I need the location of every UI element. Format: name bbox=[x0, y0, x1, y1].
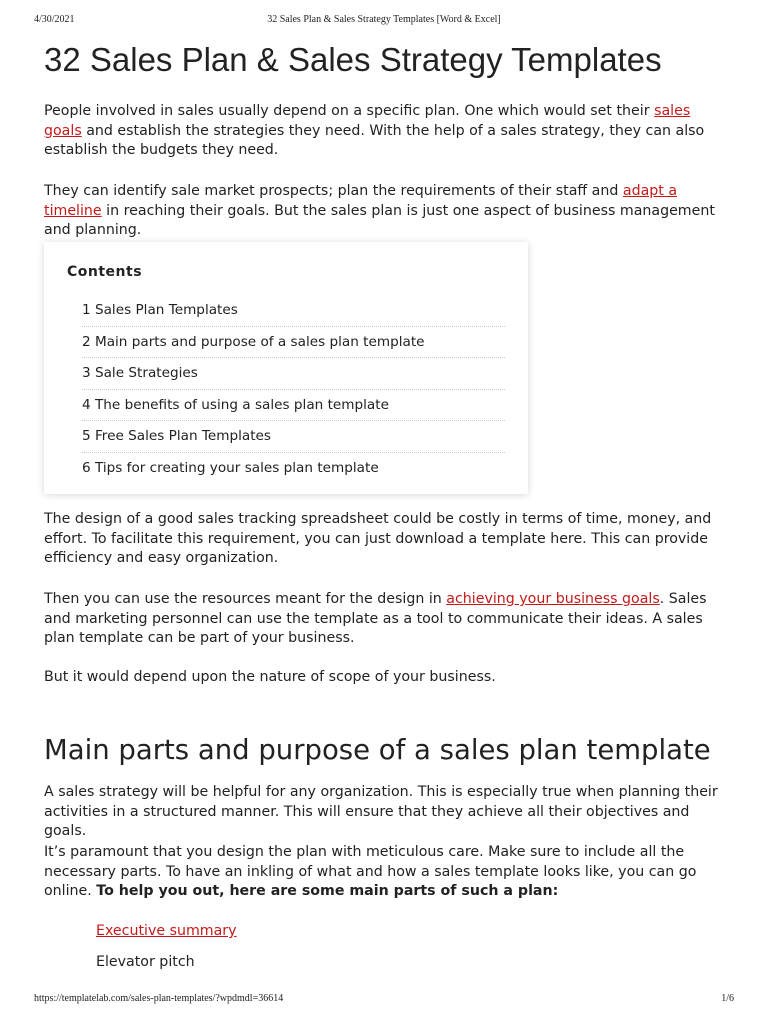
print-header bbox=[34, 14, 734, 28]
para-7-text: It’s paramount that you design the plan with meticulous care. Make sure to include all the necessary parts. To have an inkling of what and how a sales template looks like, you can go online. bbox=[44, 844, 697, 899]
intro-paragraph-1 bbox=[44, 102, 716, 161]
adapt-timeline-link[interactable]: adapt a timeline bbox=[44, 183, 678, 219]
toc-title: Contents bbox=[67, 264, 143, 280]
toc-item-tips[interactable]: 6 Tips for creating your sales plan template bbox=[82, 459, 379, 476]
para-4-text-after: . Sales and marketing personnel can use the template as a tool to communicate their ideas. A sales plan template can be part of your business. bbox=[44, 591, 707, 646]
para-4-text-before: Then you can use the resources meant for the design in bbox=[44, 591, 447, 607]
toc-item-benefits[interactable]: 4 The benefits of using a sales plan template bbox=[82, 390, 505, 422]
list-item bbox=[96, 922, 237, 953]
intro-1-text-before: People involved in sales usually depend on a specific plan. One which would set their bbox=[44, 103, 655, 119]
intro-paragraph-2 bbox=[44, 182, 726, 241]
toc-item-free-templates[interactable]: 5 Free Sales Plan Templates bbox=[82, 421, 505, 453]
print-date: 4/30/2021 bbox=[34, 14, 75, 25]
table-of-contents bbox=[44, 242, 528, 494]
business-goals-link[interactable]: achieving your business goals bbox=[446, 591, 660, 607]
paragraph-scope: But it would depend upon the nature of scope of your business. bbox=[44, 669, 496, 685]
paragraph-strategy-helpful: A sales strategy will be helpful for any organization. This is especially true when planning their activities in a structured manner. This will ensure that they achieve all their objectives and goals. bbox=[44, 784, 718, 839]
toc-item-sale-strategies[interactable]: 3 Sale Strategies bbox=[82, 358, 505, 390]
paragraph-design-care bbox=[44, 843, 726, 902]
page-title: 32 Sales Plan & Sales Strategy Templates bbox=[44, 41, 662, 78]
section-heading-main-parts: Main parts and purpose of a sales plan template bbox=[44, 734, 711, 766]
paragraph-resources bbox=[44, 590, 726, 649]
toc-item-main-parts[interactable]: 2 Main parts and purpose of a sales plan template bbox=[82, 327, 505, 359]
list-item-elevator-pitch: Elevator pitch bbox=[96, 954, 195, 970]
plan-parts-list bbox=[96, 922, 237, 984]
intro-1-text-after: and establish the strategies they need. With the help of a sales strategy, they can also establish the budgets they need. bbox=[44, 122, 705, 158]
intro-2-text-before: They can identify sale market prospects; plan the requirements of their staff and bbox=[44, 183, 623, 199]
sales-goals-link[interactable]: sales goals bbox=[44, 103, 691, 139]
toc-list bbox=[82, 295, 505, 484]
para-7-bold-text: To help you out, here are some main parts of such a plan: bbox=[96, 883, 559, 899]
toc-item-sales-plan-templates[interactable]: 1 Sales Plan Templates bbox=[82, 295, 505, 327]
article bbox=[44, 40, 726, 970]
page-number: 1/6 bbox=[721, 993, 734, 1004]
print-footer bbox=[34, 993, 734, 1007]
print-url: https://templatelab.com/sales-plan-templates/?wpdmdl=36614 bbox=[34, 993, 284, 1004]
intro-2-text-after: in reaching their goals. But the sales plan is just one aspect of business management and planning. bbox=[44, 202, 715, 238]
print-document-title: 32 Sales Plan & Sales Strategy Templates [Word & Excel] bbox=[267, 14, 501, 25]
paragraph-design-cost: The design of a good sales tracking spreadsheet could be costly in terms of time, money, and effort. To facilitate this requirement, you can just download a template here. This can provide efficiency and easy organization. bbox=[44, 511, 712, 566]
executive-summary-link[interactable]: Executive summary bbox=[96, 923, 237, 939]
